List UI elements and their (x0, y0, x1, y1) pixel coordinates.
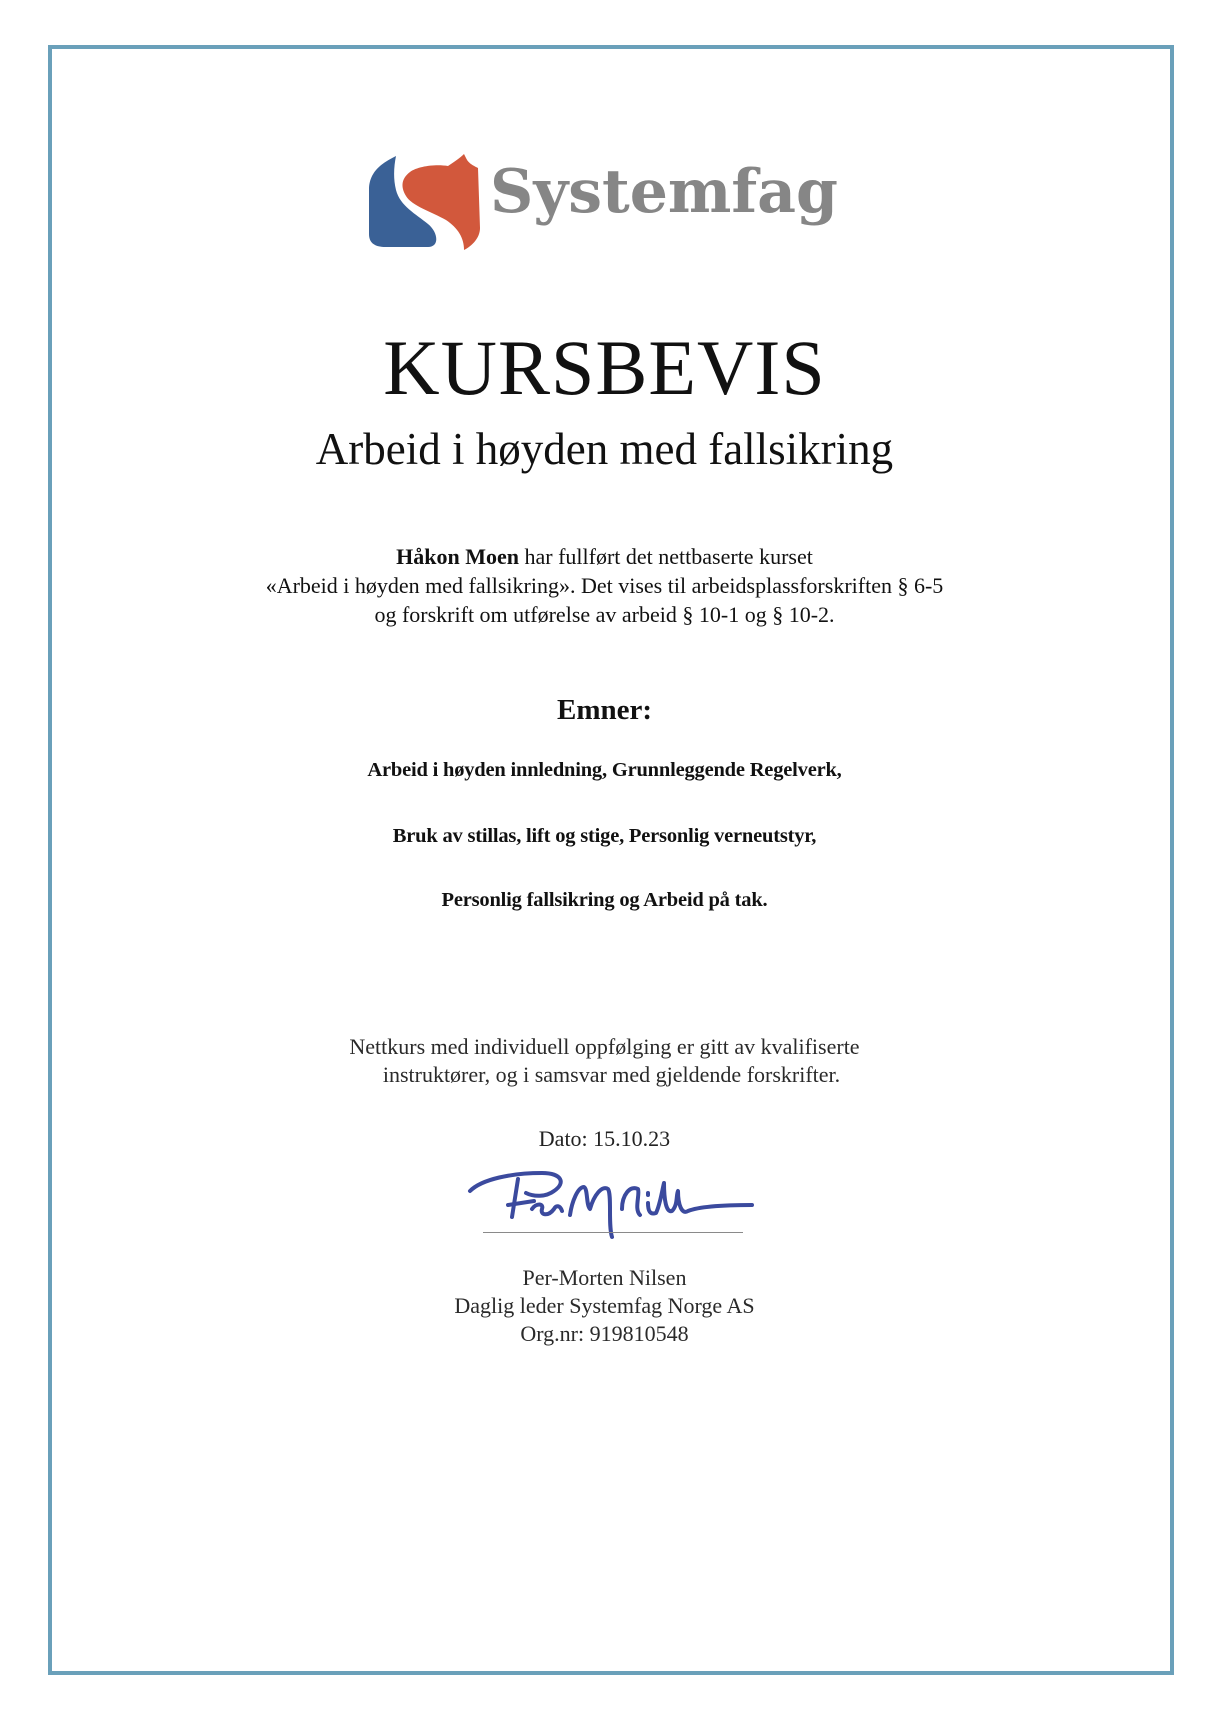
note-line-1: Nettkurs med individuell oppfølging er gitt av kvalifiserte (349, 1034, 860, 1059)
topics-heading: Emner: (556, 694, 653, 726)
participant-name: Håkon Moen (396, 544, 519, 569)
statement-line-2: «Arbeid i høyden med fallsikring». Det vises til arbeidsplassforskriften § 6-5 (265, 573, 944, 598)
note-line-2: instruktører, og i samsvar med gjeldende forskrifter. (382, 1062, 841, 1087)
topics-line: Bruk av stillas, lift og stige, Personlig verneutstyr, (392, 825, 817, 847)
completion-statement (0, 542, 1209, 629)
instructor-note (0, 1033, 1209, 1089)
signer-block (0, 1264, 1209, 1348)
signer-name: Per-Morten Nilsen (522, 1265, 687, 1290)
topics-line: Arbeid i høyden innledning, Grunnleggende Regelverk, (367, 759, 842, 781)
statement-line-1-rest: har fullført det nettbaserte kurset (519, 544, 813, 569)
systemfag-s-logo-icon (366, 154, 484, 250)
signer-title: Daglig leder Systemfag Norge AS (454, 1293, 755, 1318)
statement-line-1 (0, 542, 1209, 571)
certificate-title: KURSBEVIS (383, 324, 826, 411)
systemfag-logo (366, 150, 866, 250)
course-subtitle: Arbeid i høyden med fallsikring (315, 424, 894, 474)
handwritten-signature-icon (462, 1165, 762, 1245)
certificate-border (48, 45, 1174, 1675)
org-number: Org.nr: 919810548 (520, 1321, 689, 1346)
statement-line-3: og forskrift om utførelse av arbeid § 10-1 og § 10-2. (374, 602, 835, 627)
signature-line (483, 1232, 743, 1233)
logo-wordmark: Systemfag (490, 157, 838, 227)
topics-line: Personlig fallsikring og Arbeid på tak. (441, 889, 768, 911)
issue-date: Dato: 15.10.23 (538, 1126, 671, 1151)
